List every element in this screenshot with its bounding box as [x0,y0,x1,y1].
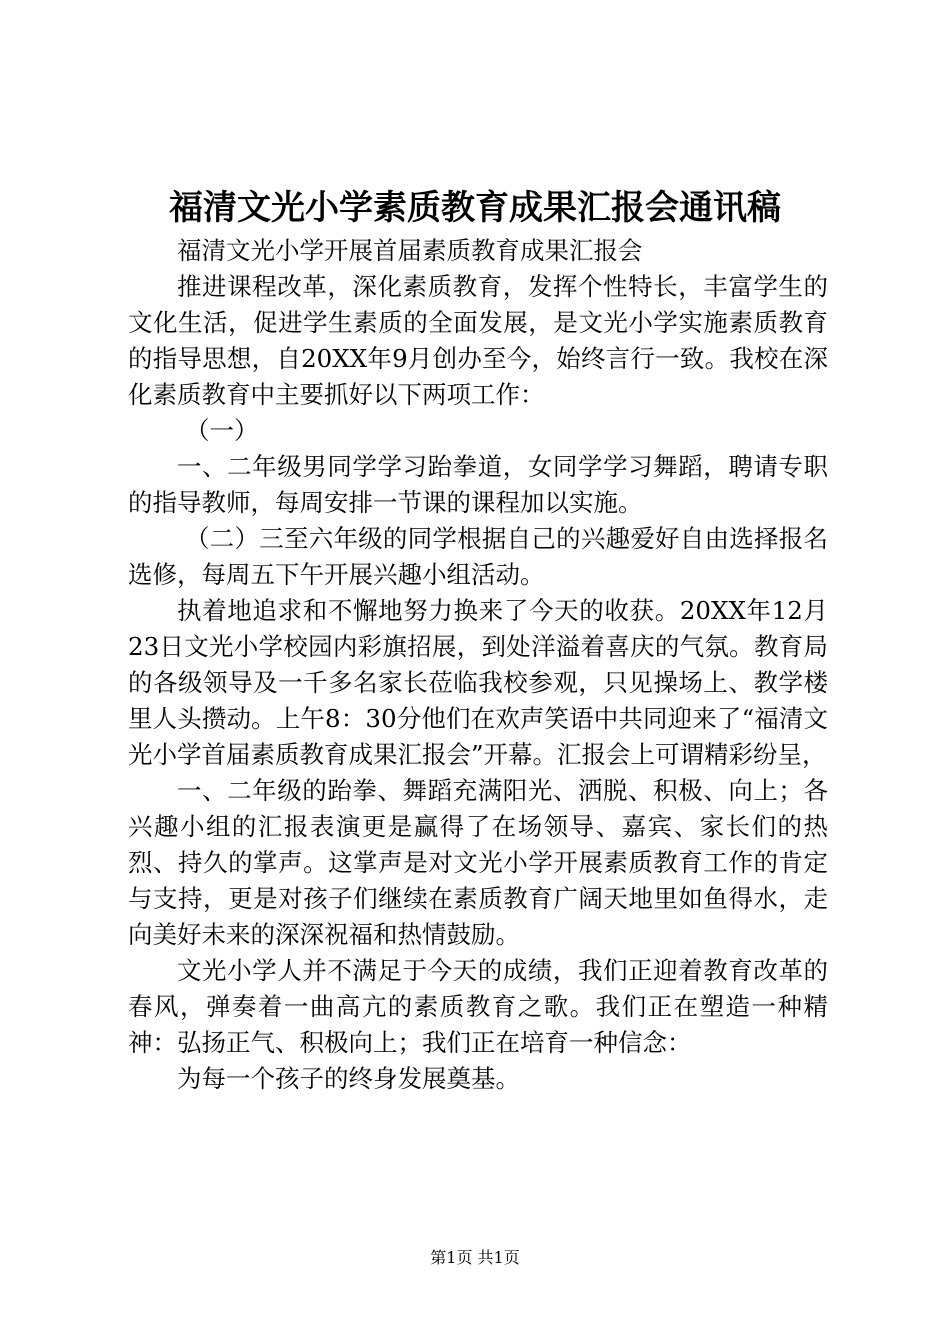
section-heading-two: （二）三至六年级的同学根据自己的兴趣爱好自由选择报名选修，每周五下午开展兴趣小组活动。 [128,524,828,589]
body-paragraph: 一、二年级男同学学习跆拳道，女同学学习舞蹈，聘请专职的指导教师，每周安排一节课的课程加以实施。 [128,452,828,517]
document-title: 福清文光小学素质教育成果汇报会通讯稿 [169,188,781,228]
document-body [128,233,828,1097]
body-paragraph: 执着地追求和不懈地努力换来了今天的收获。20XX年12月23日文光小学校园内彩旗招展，到处洋溢着喜庆的气氛。教育局的各级领导及一千多名家长莅临我校参观，只见操场上、教学楼里人头攒动。上午8：30分他们在欢声笑语中共同迎来了“福清文光小学首届素质教育成果汇报会”开幕。汇报会上可谓精彩纷呈， [128,596,828,769]
body-paragraph: 推进课程改革，深化素质教育，发挥个性特长，丰富学生的文化生活，促进学生素质的全面发展，是文光小学实施素质教育的指导思想，自20XX年9月创办至今，始终言行一致。我校在深化素质教育中主要抓好以下两项工作： [128,272,828,409]
body-paragraph: 一、二年级的跆拳、舞蹈充满阳光、洒脱、积极、向上；各兴趣小组的汇报表演更是赢得了在场领导、嘉宾、家长们的热烈、持久的掌声。这掌声是对文光小学开展素质教育工作的肯定与支持，更是对孩子们继续在素质教育广阔天地里如鱼得水，走向美好未来的深深祝福和热情鼓励。 [128,776,828,949]
section-heading-one: （一） [185,416,259,445]
body-paragraph: 文光小学人并不满足于今天的成绩，我们正迎着教育改革的春风，弹奏着一曲高亢的素质教育之歌。我们正在塑造一种精神：弘扬正气、积极向上；我们正在培育一种信念： [128,956,828,1057]
page-footer: 第1页 共1页 [430,1248,520,1267]
body-paragraph-closing: 为每一个孩子的终身发展奠基。 [177,1064,520,1093]
body-paragraph-subtitle: 福清文光小学开展首届素质教育成果汇报会 [177,236,643,265]
